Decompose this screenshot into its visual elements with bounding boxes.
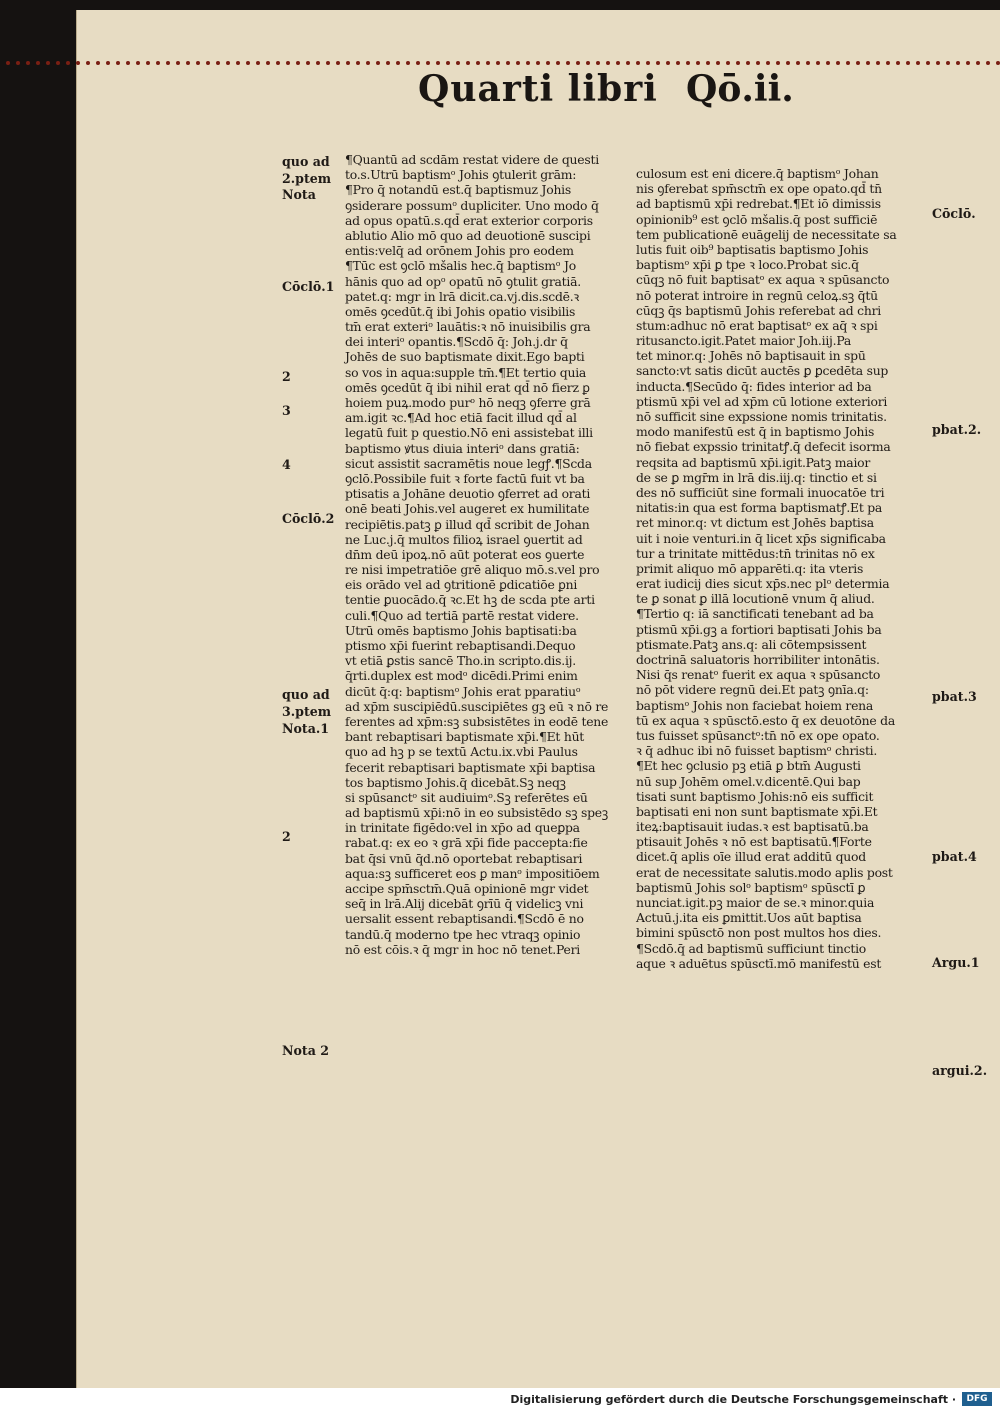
stitch-dot bbox=[996, 61, 1000, 65]
margin-note: Cōclō. bbox=[932, 206, 976, 221]
text-line: omēs ꝯcedūt q̄ ibi nihil erat qd̄ nō fierz ꝑ bbox=[345, 379, 590, 395]
stitch-dot bbox=[406, 61, 410, 65]
right-text-column bbox=[636, 166, 897, 971]
margin-note: 3.ptem bbox=[282, 704, 332, 719]
stitch-dot bbox=[116, 61, 120, 65]
text-line: tem publicationē euāgelij de necessitate sa bbox=[636, 226, 897, 242]
stitch-dot bbox=[736, 61, 740, 65]
text-line: ¶Pro q̄ notandū est.q̄ baptismuz Johis bbox=[345, 182, 572, 198]
text-line: legatū fuit p questio.Nō eni assistebat illi bbox=[345, 425, 593, 441]
stitch-dot bbox=[136, 61, 140, 65]
margin-note: 3 bbox=[282, 403, 291, 418]
dfg-logo: DFG bbox=[962, 1392, 992, 1406]
text-line: erat de necessitate salutis.modo aplis post bbox=[636, 864, 893, 880]
stitch-dot bbox=[426, 61, 430, 65]
stitch-dot bbox=[446, 61, 450, 65]
text-line: recipiētis.patꝫ ꝑ illud qd̄ scribit de Johan bbox=[345, 516, 590, 532]
text-line: ꝛ q̄ adhuc ibi nō fuisset baptismᵒ christi. bbox=[636, 743, 878, 759]
margin-note: pbat.3 bbox=[932, 689, 977, 704]
margin-note: Nota.1 bbox=[282, 721, 330, 736]
text-line: so vos in aqua:supple tm̄.¶Et tertio quia bbox=[345, 364, 587, 380]
stitch-dot bbox=[646, 61, 650, 65]
text-line: onē beati Johis.vel augeret ex humilitate bbox=[345, 501, 590, 517]
stitch-dot bbox=[436, 61, 440, 65]
text-line: ablutio Alio mō quo ad deuotionē suscipi bbox=[345, 227, 591, 243]
text-line: ꝯclō.Possibile fuit ꝛ forte factū fuit vt ba bbox=[345, 470, 585, 486]
stitch-dot bbox=[126, 61, 130, 65]
margin-note: 2 bbox=[282, 829, 291, 844]
text-line: hānis quo ad opᵒ opatū nō ꝯtulit gratiā. bbox=[345, 273, 581, 289]
stitch-dot bbox=[706, 61, 710, 65]
stitch-dot bbox=[216, 61, 220, 65]
text-line: ad opus opatū.s.qd̄ erat exterior corporis bbox=[345, 212, 593, 228]
text-line: si spūsanctᵒ sit audiuimᵒ.Sꝫ referētes eū bbox=[345, 789, 588, 805]
text-line: tur a trinitate mittēdus:tn̄ trinitas nō ex bbox=[636, 545, 875, 561]
text-line: ptisauit Johēs ꝛ nō est baptisatū.¶Forte bbox=[636, 834, 872, 850]
margin-note: Argu.1 bbox=[932, 955, 980, 970]
text-line: Nisi q̄s renatᵒ fuerit ex aqua ꝛ spūsancto bbox=[636, 667, 881, 683]
stitch-dot bbox=[946, 61, 950, 65]
text-line: culi.¶Quo ad tertiā partē restat videre. bbox=[345, 607, 579, 623]
stitch-dot bbox=[576, 61, 580, 65]
text-line: nitatis:in qua est forma baptismatꝭ.Et pa bbox=[636, 500, 883, 516]
text-line: reqsita ad baptismū xp̄i.igit.Patꝫ maior bbox=[636, 454, 871, 470]
margin-note: Cōclō.1 bbox=[282, 279, 335, 294]
text-line: bant rebaptisari baptismate xp̄i.¶Et hūt bbox=[345, 729, 585, 745]
stitch-dot bbox=[716, 61, 720, 65]
text-line: uersalit essent rebaptisandi.¶Scdō ē no bbox=[345, 911, 584, 927]
text-line: ret minor.q: vt dictum est Johēs baptisa bbox=[636, 515, 874, 531]
stitch-dot bbox=[786, 61, 790, 65]
stitch-dot bbox=[726, 61, 730, 65]
text-line: baptismᵒ xp̄i ꝑ tpe ꝛ loco.Probat sic.q̄ bbox=[636, 257, 859, 273]
text-line: ptismū xp̄i vel ad xp̄m cū lotione exteriori bbox=[636, 393, 888, 409]
stitch-dot bbox=[456, 61, 460, 65]
stitch-dot bbox=[826, 61, 830, 65]
text-line: iteꝝ:baptisauit iudas.ꝛ est baptisatū.ba bbox=[636, 819, 869, 835]
stitch-dot bbox=[626, 61, 630, 65]
text-line: cūqꝫ q̄s baptismū Johis referebat ad chri bbox=[636, 302, 881, 318]
text-line: ¶Et hec ꝯclusio pꝫ etiā ꝑ btm̄ Augusti bbox=[636, 758, 861, 774]
question-header: Qō.ii. bbox=[686, 68, 794, 110]
stitch-dot bbox=[876, 61, 880, 65]
text-line: baptismo ꝟtus diuia interiᵒ dans gratiā: bbox=[345, 440, 580, 456]
running-header: Quarti libri bbox=[418, 68, 658, 110]
text-line: tentie ꝑuocādo.q̄ ꝛc.Et hꝫ de scda pte arti bbox=[345, 592, 595, 608]
stitch-dot bbox=[536, 61, 540, 65]
text-line: omēs ꝯcedūt.q̄ ibi Johis opatio visibilis bbox=[345, 303, 576, 319]
stitch-dot bbox=[936, 61, 940, 65]
text-line: tandū.q̄ moderno tpe hec vtraqꝫ opinio bbox=[345, 926, 581, 942]
text-line: baptismū Johis solᵒ baptismᵒ spūsctī ꝑ bbox=[636, 879, 866, 895]
stitch-dot bbox=[926, 61, 930, 65]
text-line: dei interiᵒ opantis.¶Scdō q̄: Joh.j.dr q̄ bbox=[345, 334, 568, 350]
stitch-dot bbox=[86, 61, 90, 65]
stitch-dot bbox=[886, 61, 890, 65]
margin-note: pbat.2. bbox=[932, 422, 982, 437]
stitch-dot bbox=[386, 61, 390, 65]
stitch-dot bbox=[76, 61, 80, 65]
text-line: sicut assistit sacramētis noue legꝭ.¶Scda bbox=[345, 455, 592, 471]
stitch-dot bbox=[466, 61, 470, 65]
stitch-dot bbox=[956, 61, 960, 65]
text-line: ꝯsiderare possumᵒ dupliciter. Uno modo q̄ bbox=[345, 197, 599, 213]
stitch-dot bbox=[766, 61, 770, 65]
text-line: am.igit ꝛc.¶Ad hoc etiā facit illud qd̄ al bbox=[345, 410, 577, 426]
text-line: Actuū.j.ita eis ꝑmittit.Uos aūt baptisa bbox=[636, 910, 862, 926]
text-line: bimini spūsctō non post multos hos dies. bbox=[636, 925, 882, 941]
stitch-dot bbox=[486, 61, 490, 65]
stitch-dot bbox=[596, 61, 600, 65]
stitch-dot bbox=[676, 61, 680, 65]
stitch-dot bbox=[516, 61, 520, 65]
text-line: ad xp̄m suscipiēdū.suscipiētes gꝫ eū ꝛ nō re bbox=[345, 698, 609, 714]
text-line: bat q̄si vnū q̄d.nō oportebat rebaptisari bbox=[345, 850, 583, 866]
text-line: tm̄ erat exteriᵒ lauātis:ꝛ nō inuisibilis gra bbox=[345, 319, 591, 335]
stitch-dot bbox=[306, 61, 310, 65]
stitch-dot bbox=[236, 61, 240, 65]
text-line: primit aliquo mō apparēti.q: ita vteris bbox=[636, 560, 864, 576]
text-line: in trinitate figēdo:vel in xp̄o ad queꝑpa bbox=[345, 820, 580, 836]
stitch-dot bbox=[396, 61, 400, 65]
stitch-dot bbox=[6, 61, 10, 65]
text-line: baptisati eni non sunt baptismate xp̄i.Et bbox=[636, 803, 878, 819]
text-line: nunciat.igit.pꝫ maior de se.ꝛ minor.quia bbox=[636, 895, 875, 910]
text-line: tisati sunt baptismo Johis:nō eis sufficit bbox=[636, 788, 874, 804]
text-line: ptismū xp̄i.gꝫ a fortiori baptisati Johis ba bbox=[636, 621, 882, 637]
stitch-dot bbox=[776, 61, 780, 65]
stitch-dot bbox=[816, 61, 820, 65]
margin-note: 4 bbox=[282, 457, 291, 472]
stitch-dot bbox=[66, 61, 70, 65]
text-line: baptismᵒ Johis non faciebat hoiem rena bbox=[636, 697, 874, 713]
margin-note: 2 bbox=[282, 369, 291, 384]
text-line: ¶Quantū ad scdām restat videre de questi bbox=[345, 152, 599, 167]
stitch-dot bbox=[366, 61, 370, 65]
text-line: nō fiebat expssio trinitatꝭ.q̄ defecit isorma bbox=[636, 439, 891, 455]
margin-note: pbat.4 bbox=[932, 849, 977, 864]
text-line: ritusancto.igit.Patet maior Joh.iij.Pa bbox=[636, 333, 851, 349]
text-line: rabat.q: ex eo ꝛ grā xp̄i fide paccepta:fie bbox=[345, 835, 588, 851]
text-line: ptisatis a Johāne deuotio ꝯferret ad orati bbox=[345, 486, 591, 502]
stitch-dot bbox=[46, 61, 50, 65]
stitch-dot bbox=[866, 61, 870, 65]
stitch-dot bbox=[916, 61, 920, 65]
stitch-dot bbox=[296, 61, 300, 65]
text-line: ptismo xp̄i fuerint rebaptisandi.Dequo bbox=[345, 638, 576, 653]
stitch-dot bbox=[166, 61, 170, 65]
text-line: doctrinā saluatoris horribiliter intonātis. bbox=[636, 652, 880, 667]
stitch-dot bbox=[616, 61, 620, 65]
stitch-dot bbox=[56, 61, 60, 65]
stitch-dot bbox=[906, 61, 910, 65]
text-line: accipe spm̄sctm̄.Quā opinionē mgr videt bbox=[345, 881, 589, 896]
stitch-dot bbox=[26, 61, 30, 65]
stitch-dot bbox=[686, 61, 690, 65]
stitch-dot bbox=[316, 61, 320, 65]
stitch-dot bbox=[36, 61, 40, 65]
text-line: fecerit rebaptisari baptismate xp̄i baptisa bbox=[345, 759, 596, 775]
stitch-dot bbox=[246, 61, 250, 65]
text-line: stum:adhuc nō erat baptisatᵒ ex aq̄ ꝛ spi bbox=[636, 317, 878, 333]
margin-note: Nota 2 bbox=[282, 1043, 330, 1058]
stitch-dot bbox=[356, 61, 360, 65]
stitch-dot bbox=[186, 61, 190, 65]
text-line: aqua:sꝫ sufficeret eos ꝑ manᵒ impositiōem bbox=[345, 865, 600, 881]
text-line: q̄rti.duplex est modᵒ dicēdi.Primi enim bbox=[345, 668, 578, 684]
stitch-dot bbox=[496, 61, 500, 65]
margin-note: quo ad bbox=[282, 154, 330, 169]
stitch-dot bbox=[756, 61, 760, 65]
text-line: te ꝑ sonat ꝑ illā locutionē vnum q̄ aliud. bbox=[636, 591, 875, 607]
text-line: tet minor.q: Johēs nō baptisauit in spū bbox=[636, 348, 866, 364]
stitch-dot bbox=[16, 61, 20, 65]
stitch-dot bbox=[806, 61, 810, 65]
stitch-dot bbox=[196, 61, 200, 65]
text-line: re nisi impetratiōe grē aliquo mō.s.vel pro bbox=[345, 562, 600, 578]
stitch-dot bbox=[526, 61, 530, 65]
text-line: dicet.q̄ aplis oīe illud erat additū quod bbox=[636, 849, 866, 865]
text-line: tus fuisset spūsanctᵒ:tn̄ nō ex ope opato. bbox=[636, 727, 880, 743]
stitch-dot bbox=[506, 61, 510, 65]
stitch-dot bbox=[286, 61, 290, 65]
text-line: ¶Tūc est ꝯclō mšalis hec.q̄ baptismᵒ Jo bbox=[345, 258, 576, 274]
stitch-dot bbox=[966, 61, 970, 65]
stitch-dot bbox=[606, 61, 610, 65]
stitch-dot bbox=[546, 61, 550, 65]
stitch-dot bbox=[336, 61, 340, 65]
text-line: patet.q: mgr in lrā dicit.ca.vj.dis.scdē.ꝛ bbox=[345, 288, 580, 304]
text-line: nō est cōis.ꝛ q̄ mgr in hoc nō tenet.Peri bbox=[345, 941, 580, 957]
stitch-dot bbox=[846, 61, 850, 65]
stitch-dot bbox=[896, 61, 900, 65]
stitch-dot bbox=[276, 61, 280, 65]
margin-note: Nota bbox=[282, 187, 316, 202]
stitch-dot bbox=[856, 61, 860, 65]
text-line: tū ex aqua ꝛ spūsctō.esto q̄ ex deuotōne da bbox=[636, 712, 895, 728]
stitch-dot bbox=[146, 61, 150, 65]
stitch-dot bbox=[96, 61, 100, 65]
text-line: uit i noie venturi.in q̄ licet xp̄s significaba bbox=[636, 530, 886, 546]
text-line: entis:velq̄ ad orōnem Johis pro eodem bbox=[345, 243, 574, 259]
footer-bar bbox=[0, 1388, 1000, 1412]
stitch-dot bbox=[796, 61, 800, 65]
text-line: lutis fuit oib⁹ baptisatis baptismo Johis bbox=[636, 241, 869, 257]
text-line: quo ad hꝫ p se textū Actu.ix.vbi Paulus bbox=[345, 744, 578, 760]
text-line: ¶Tertio q: iā sanctificati tenebant ad ba bbox=[636, 606, 874, 622]
text-line: sancto:vt satis dicūt auctēs ꝑ ꝑcedēta sup bbox=[636, 363, 889, 379]
stitch-dot bbox=[346, 61, 350, 65]
text-line: ne Luc.j.q̄ multos filioꝝ israel ꝯuertit ad bbox=[345, 531, 583, 547]
text-line: eis orādo vel ad ꝯtritionē ꝑdicatiōe ꝑni bbox=[345, 577, 578, 593]
text-line: ad baptismū xp̄i:nō in eo subsistēdo sꝫ speꝫ bbox=[345, 805, 608, 821]
stitch-dot bbox=[326, 61, 330, 65]
text-line: ¶Scdō.q̄ ad baptismū sufficiunt tinctio bbox=[636, 940, 867, 956]
stitch-dot bbox=[476, 61, 480, 65]
text-line: hoiem puꝝ.modo purᵒ hō neqꝫ ꝯferre grā bbox=[345, 395, 591, 410]
stitch-dot bbox=[976, 61, 980, 65]
text-line: nū sup Johēm omel.v.dicentē.Qui bap bbox=[636, 773, 861, 789]
text-line: nis ꝯferebat spm̄sctm̄ ex ope opato.qd̄ tn̄ bbox=[636, 181, 882, 197]
text-line: dn̄m deū ipoꝝ.nō aūt poterat eos ꝯuerte bbox=[345, 546, 585, 562]
text-line: nō poterat introire in regnū celoꝝ.sꝫ q̄tū bbox=[636, 287, 878, 303]
text-line: erat iudicij dies sicut xp̄s.nec plᵒ determia bbox=[636, 576, 890, 592]
text-line: des nō sufficiūt sine formali inuocatōe tri bbox=[636, 484, 885, 500]
margin-note: argui.2. bbox=[932, 1063, 988, 1078]
text-line: dicūt q̄:q: baptismᵒ Johis erat pparatiuᵒ bbox=[345, 683, 581, 699]
stitch-dot bbox=[586, 61, 590, 65]
stitch-dot bbox=[986, 61, 990, 65]
text-line: vt etiā ꝑstis sancē Tho.in scripto.dis.ij. bbox=[345, 653, 576, 669]
margin-note: quo ad bbox=[282, 687, 330, 702]
text-line: tos baptismo Johis.q̄ dicebāt.Sꝫ neqꝫ bbox=[345, 774, 566, 790]
text-line: modo manifestū est q̄ in baptismo Johis bbox=[636, 424, 875, 440]
stitch-dot bbox=[566, 61, 570, 65]
stitch-dot bbox=[226, 61, 230, 65]
text-line: ferentes ad xp̄m:sꝫ subsistētes in eodē tene bbox=[345, 713, 609, 729]
funding-note: Digitalisierung gefördert durch die Deutsche Forschungsgemeinschaft · bbox=[510, 1393, 956, 1406]
stitch-dot bbox=[696, 61, 700, 65]
stitch-dot bbox=[416, 61, 420, 65]
text-line: Utrū omēs baptismo Johis baptisati:ba bbox=[345, 622, 577, 638]
text-line: nō sufficit sine expssione nomis trinitatis. bbox=[636, 409, 887, 424]
text-line: inducta.¶Secūdo q̄: fides interior ad ba bbox=[636, 378, 872, 394]
stitch-dot bbox=[746, 61, 750, 65]
stitch-dot bbox=[636, 61, 640, 65]
margin-note: Cōclō.2 bbox=[282, 511, 335, 526]
text-line: ad baptismū xp̄i redrebat.¶Et iō dimissis bbox=[636, 196, 881, 212]
text-line: opinionib⁹ est ꝯclō mšalis.q̄ post sufficiē bbox=[636, 211, 878, 227]
left-text-column bbox=[345, 152, 608, 957]
stitch-dot bbox=[176, 61, 180, 65]
text-line: de se ꝑ mgr̄m in lrā dis.iij.q: tinctio et si bbox=[636, 469, 877, 485]
text-line: culosum est eni dicere.q̄ baptismᵒ Johan bbox=[636, 166, 879, 181]
text-line: ptismate.Patꝫ ans.q: ali cōtempsissent bbox=[636, 636, 867, 652]
text-line: aque ꝛ aduētus spūsctī.mō manifestū est bbox=[636, 955, 882, 971]
stitch-dot bbox=[256, 61, 260, 65]
stitch-dot bbox=[836, 61, 840, 65]
stitch-dot bbox=[206, 61, 210, 65]
stitch-dot bbox=[156, 61, 160, 65]
stitch-dot bbox=[656, 61, 660, 65]
stitch-dot bbox=[666, 61, 670, 65]
text-line: cūqꝫ nō fuit baptisatᵒ ex aqua ꝛ spūsancto bbox=[636, 272, 890, 288]
margin-note: 2.ptem bbox=[282, 171, 332, 186]
text-line: Johēs de suo baptismate dixit.Ego bapti bbox=[345, 349, 585, 365]
text-line: nō pōt videre regnū dei.Et patꝫ ꝯnīa.q: bbox=[636, 682, 869, 698]
text-line: seq̄ in lrā.Alij dicebāt ꝯrīū q̄ videlicꝫ vni bbox=[345, 896, 584, 912]
stitch-dot bbox=[106, 61, 110, 65]
stitch-dot bbox=[376, 61, 380, 65]
binding-stitch bbox=[0, 58, 1000, 68]
stitch-dot bbox=[556, 61, 560, 65]
text-line: to.s.Utrū baptismᵒ Johis ꝯtulerit grām: bbox=[345, 167, 577, 183]
stitch-dot bbox=[266, 61, 270, 65]
